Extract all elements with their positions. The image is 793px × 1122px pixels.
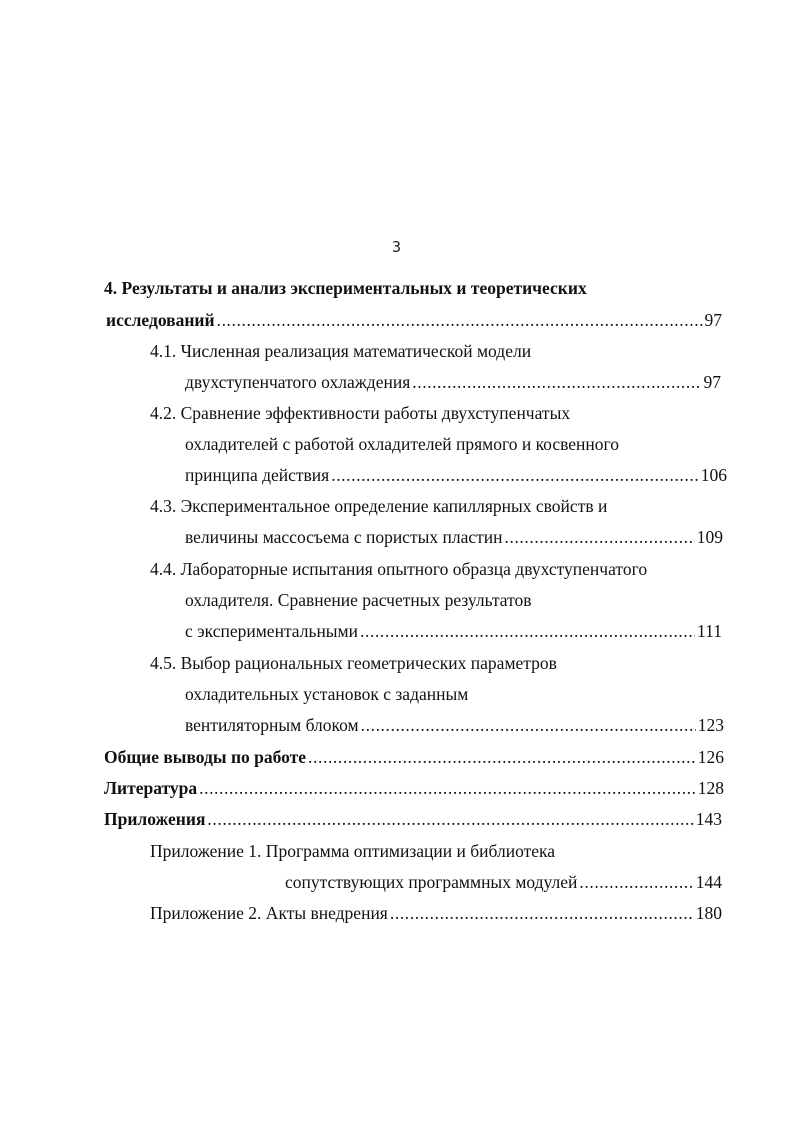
toc-chapter-4-entry bbox=[106, 308, 722, 332]
toc-section-4-2-page: 106 bbox=[700, 465, 727, 485]
leader-dots bbox=[199, 776, 696, 800]
toc-appendices-text: Приложения bbox=[104, 809, 206, 829]
toc-section-4-1-title-text: 4.1. Численная реализация математической модели bbox=[150, 341, 532, 361]
toc-appendix-1-title-text: Приложение 1. Программа оптимизации и библиотека bbox=[150, 841, 556, 861]
toc-section-4-1-entry bbox=[185, 370, 721, 394]
toc-section-4-2-title bbox=[150, 401, 730, 425]
page-number: 3 bbox=[391, 238, 402, 256]
toc-section-4-5-text: вентиляторным блоком bbox=[185, 715, 359, 735]
toc-section-4-2-text: принципа действия bbox=[185, 465, 330, 485]
toc-appendix-2-text: Приложение 2. Акты внедрения bbox=[150, 903, 388, 923]
leader-dots bbox=[217, 308, 703, 332]
toc-literature-text: Литература bbox=[104, 778, 198, 798]
toc-section-4-3-title-text: 4.3. Экспериментальное определение капиллярных свойств и bbox=[150, 496, 608, 516]
toc-conclusions-text: Общие выводы по работе bbox=[104, 747, 307, 767]
toc-section-4-2-title-text: 4.2. Сравнение эффективности работы двухступенчатых bbox=[150, 403, 571, 423]
toc-literature-page: 128 bbox=[697, 778, 724, 798]
toc-chapter-4-text: исследований bbox=[106, 310, 215, 330]
leader-dots bbox=[361, 713, 696, 737]
toc-section-4-3-entry bbox=[185, 525, 723, 549]
toc-section-4-2-entry bbox=[185, 463, 727, 487]
toc-section-4-3-title bbox=[150, 494, 730, 518]
toc-appendix-1-entry bbox=[285, 870, 722, 894]
toc-literature-entry bbox=[104, 776, 724, 800]
toc-section-4-1-text: двухступенчатого охлаждения bbox=[185, 372, 411, 392]
toc-section-4-4-line2-text: охладителя. Сравнение расчетных результатов bbox=[185, 590, 532, 610]
toc-appendices-entry bbox=[104, 807, 722, 831]
toc-section-4-5-page: 123 bbox=[697, 715, 724, 735]
toc-section-4-4-title-text: 4.4. Лабораторные испытания опытного образца двухступенчатого bbox=[150, 559, 648, 579]
toc-chapter-4-title bbox=[104, 276, 724, 300]
toc-appendix-1-title bbox=[150, 839, 730, 863]
blank-top-margin bbox=[0, 0, 793, 198]
leader-dots bbox=[331, 463, 699, 487]
toc-section-4-5-title-text: 4.5. Выбор рациональных геометрических параметров bbox=[150, 653, 557, 673]
toc-section-4-4-entry bbox=[185, 619, 722, 643]
toc-appendix-1-text: сопутствующих программных модулей bbox=[285, 872, 578, 892]
leader-dots bbox=[412, 370, 701, 394]
toc-section-4-4-line2 bbox=[185, 588, 730, 612]
toc-appendix-2-page: 180 bbox=[695, 903, 722, 923]
toc-section-4-4-page: 111 bbox=[697, 621, 722, 641]
toc-section-4-2-line2 bbox=[185, 432, 730, 456]
toc-appendix-2-entry bbox=[150, 901, 722, 925]
leader-dots bbox=[505, 525, 695, 549]
toc-appendices-page: 143 bbox=[695, 809, 722, 829]
toc-chapter-4-page: 97 bbox=[704, 310, 722, 330]
toc-section-4-3-page: 109 bbox=[696, 527, 723, 547]
toc-section-4-1-page: 97 bbox=[703, 372, 721, 392]
leader-dots bbox=[579, 870, 693, 894]
toc-section-4-3-text: величины массосъема с пористых пластин bbox=[185, 527, 503, 547]
leader-dots bbox=[207, 807, 693, 831]
leader-dots bbox=[390, 901, 694, 925]
toc-section-4-1-title bbox=[150, 339, 730, 363]
toc-section-4-5-line2 bbox=[185, 682, 730, 706]
toc-conclusions-page: 126 bbox=[697, 747, 724, 767]
toc-conclusions-entry bbox=[104, 745, 724, 769]
toc-appendix-1-page: 144 bbox=[695, 872, 722, 892]
toc-section-4-5-line2-text: охладительных установок с заданным bbox=[185, 684, 469, 704]
toc-chapter-4-title-text: 4. Результаты и анализ экспериментальных и теоретических bbox=[104, 278, 587, 298]
toc-section-4-5-entry bbox=[185, 713, 724, 737]
leader-dots bbox=[360, 619, 695, 643]
toc-section-4-2-line2-text: охладителей с работой охладителей прямого и косвенного bbox=[185, 434, 620, 454]
toc-section-4-4-title bbox=[150, 557, 740, 581]
toc-section-4-4-text: с экспериментальными bbox=[185, 621, 359, 641]
toc-section-4-5-title bbox=[150, 651, 730, 675]
leader-dots bbox=[308, 745, 696, 769]
